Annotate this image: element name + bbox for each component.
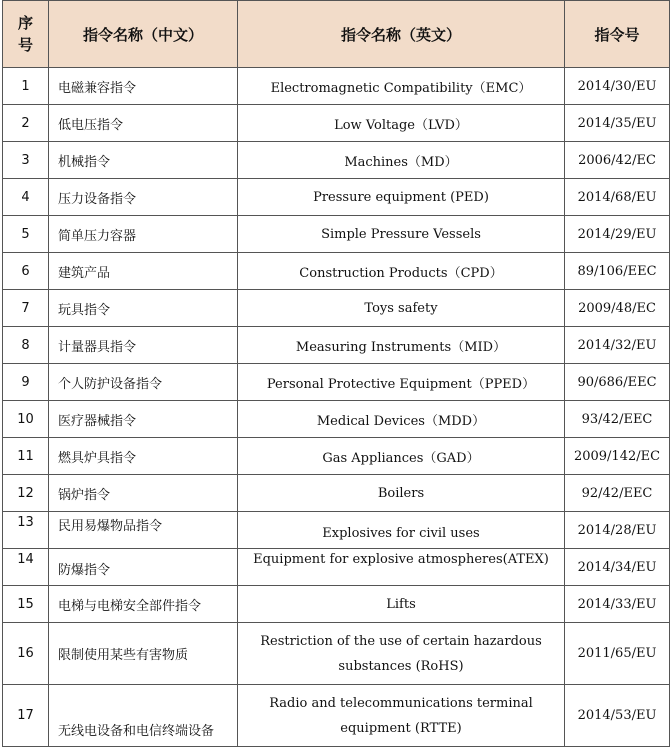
row-name-cn: 个人防护设备指令	[49, 364, 238, 401]
row-seq: 7	[3, 290, 49, 327]
row-seq: 17	[3, 685, 49, 747]
table-row	[3, 586, 670, 623]
row-name-en: Lifts	[238, 586, 565, 623]
row-code: 2014/35/EU	[565, 105, 670, 142]
row-seq: 13	[3, 512, 49, 549]
row-code: 2014/32/EU	[565, 327, 670, 364]
table-row	[3, 438, 670, 475]
row-name-en: Personal Protective Equipment（PPED）	[238, 364, 565, 401]
row-code: 92/42/EEC	[565, 475, 670, 512]
row-code: 2011/65/EU	[565, 623, 670, 685]
table-row	[3, 105, 670, 142]
row-name-en: Radio and telecommunications terminal equipment (RTTE)	[238, 685, 565, 747]
row-name-cn: 电磁兼容指令	[49, 68, 238, 105]
row-seq: 1	[3, 68, 49, 105]
header-name-en: 指令名称（英文）	[238, 1, 565, 68]
row-name-cn: 医疗器械指令	[49, 401, 238, 438]
row-seq: 2	[3, 105, 49, 142]
row-code: 2014/33/EU	[565, 586, 670, 623]
table-row	[3, 216, 670, 253]
row-seq: 12	[3, 475, 49, 512]
row-name-en: Medical Devices（MDD）	[238, 401, 565, 438]
row-name-cn: 限制使用某些有害物质	[49, 623, 238, 685]
row-code: 2014/28/EU	[565, 512, 670, 549]
row-name-cn: 锅炉指令	[49, 475, 238, 512]
row-code: 93/42/EEC	[565, 401, 670, 438]
row-name-cn: 简单压力容器	[49, 216, 238, 253]
row-name-en: Measuring Instruments（MID）	[238, 327, 565, 364]
row-name-en: Machines（MD）	[238, 142, 565, 179]
table-row	[3, 68, 670, 105]
row-seq: 14	[3, 549, 49, 586]
header-row	[3, 1, 670, 68]
row-seq: 3	[3, 142, 49, 179]
row-seq: 5	[3, 216, 49, 253]
table-row	[3, 401, 670, 438]
row-seq: 8	[3, 327, 49, 364]
row-name-cn: 低电压指令	[49, 105, 238, 142]
table-row	[3, 290, 670, 327]
row-seq: 4	[3, 179, 49, 216]
row-name-cn: 计量器具指令	[49, 327, 238, 364]
row-name-cn: 机械指令	[49, 142, 238, 179]
row-code: 2014/53/EU	[565, 685, 670, 747]
row-name-cn: 压力设备指令	[49, 179, 238, 216]
row-name-cn: 玩具指令	[49, 290, 238, 327]
table-row	[3, 685, 670, 747]
row-code: 2014/68/EU	[565, 179, 670, 216]
row-name-cn: 电梯与电梯安全部件指令	[49, 586, 238, 623]
row-seq: 6	[3, 253, 49, 290]
row-name-en: Gas Appliances（GAD）	[238, 438, 565, 475]
row-seq: 11	[3, 438, 49, 475]
row-name-en: Simple Pressure Vessels	[238, 216, 565, 253]
row-name-cn: 民用易爆物品指令	[49, 512, 238, 549]
table-row	[3, 549, 670, 586]
table-row	[3, 475, 670, 512]
row-name-en: Restriction of the use of certain hazardous substances (RoHS)	[238, 623, 565, 685]
row-seq: 16	[3, 623, 49, 685]
row-seq: 9	[3, 364, 49, 401]
header-seq: 序号	[3, 1, 49, 68]
row-name-en: Pressure equipment (PED)	[238, 179, 565, 216]
table-row	[3, 253, 670, 290]
row-seq: 10	[3, 401, 49, 438]
header-code: 指令号	[565, 1, 670, 68]
row-name-en: Explosives for civil uses	[238, 512, 565, 549]
row-name-en: Equipment for explosive atmospheres(ATEX)	[238, 549, 565, 586]
row-name-cn: 防爆指令	[49, 549, 238, 586]
row-name-en: Toys safety	[238, 290, 565, 327]
row-name-en: Low Voltage（LVD）	[238, 105, 565, 142]
row-code: 89/106/EEC	[565, 253, 670, 290]
row-name-en: Electromagnetic Compatibility（EMC）	[238, 68, 565, 105]
table-row	[3, 512, 670, 549]
table-row	[3, 327, 670, 364]
row-code: 2009/48/EC	[565, 290, 670, 327]
table-row	[3, 142, 670, 179]
row-code: 2006/42/EC	[565, 142, 670, 179]
row-name-cn: 燃具炉具指令	[49, 438, 238, 475]
row-code: 2014/29/EU	[565, 216, 670, 253]
row-name-cn: 无线电设备和电信终端设备	[49, 685, 238, 747]
table-row	[3, 364, 670, 401]
row-name-cn: 建筑产品	[49, 253, 238, 290]
row-code: 2009/142/EC	[565, 438, 670, 475]
row-code: 2014/34/EU	[565, 549, 670, 586]
row-seq: 15	[3, 586, 49, 623]
directives-table	[2, 0, 670, 747]
table-row	[3, 623, 670, 685]
row-code: 2014/30/EU	[565, 68, 670, 105]
header-name-cn: 指令名称（中文）	[49, 1, 238, 68]
row-name-en: Construction Products（CPD）	[238, 253, 565, 290]
row-name-en: Boilers	[238, 475, 565, 512]
table-row	[3, 179, 670, 216]
row-code: 90/686/EEC	[565, 364, 670, 401]
